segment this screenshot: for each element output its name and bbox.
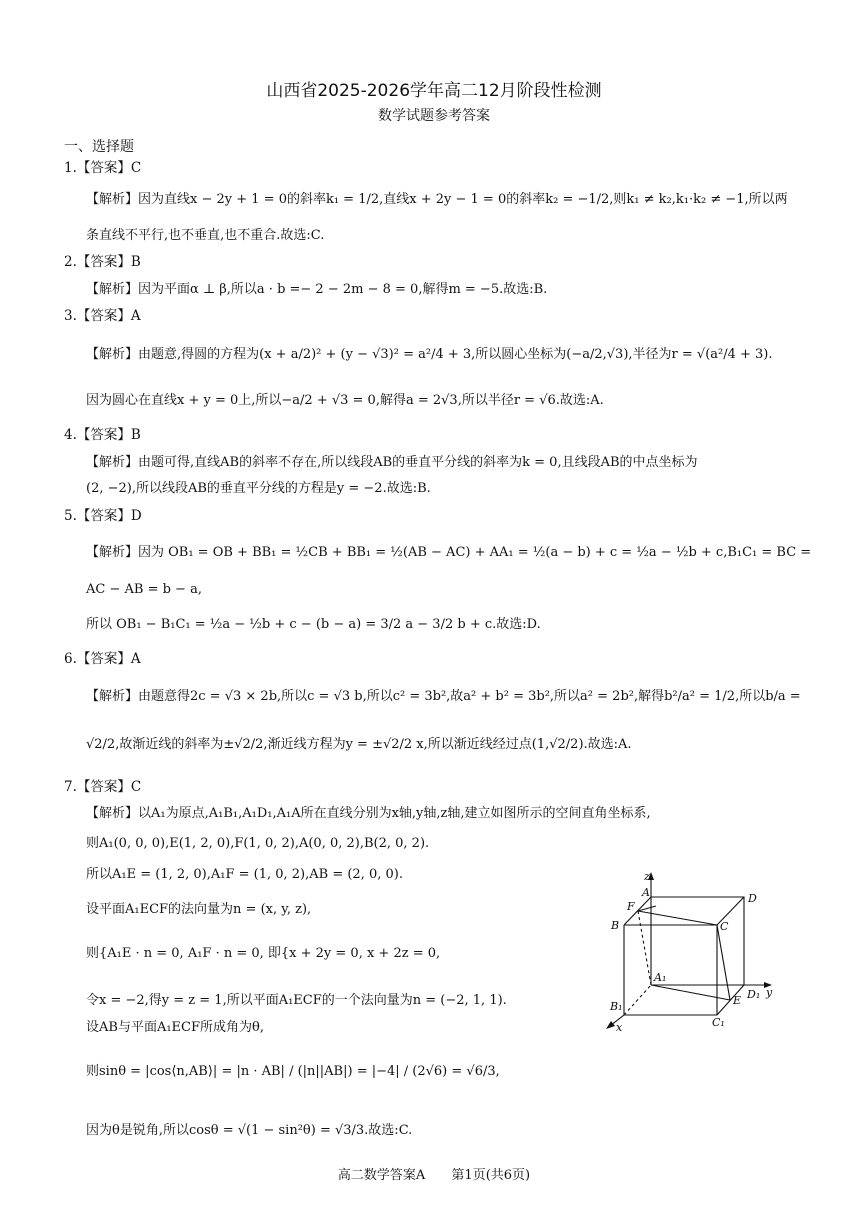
plane-ce	[717, 925, 730, 1000]
analysis-line: 【解析】因为平面α ⊥ β,所以a · b =− 2 − 2m − 8 = 0,解得m = −5.故选:B.	[86, 282, 548, 297]
analysis-line: 则{A₁E · n = 0, A₁F · n = 0, 即{x + 2y = 0, x + 2z = 0,	[86, 946, 441, 961]
answer-line: 4.【答案】B	[64, 427, 141, 443]
label-y: y	[766, 986, 773, 999]
analysis-line: 设平面A₁ECF的法向量为n = (x, y, z),	[86, 902, 312, 917]
footer-left: 高二数学答案A	[337, 1168, 426, 1183]
analysis-line: 所以A₁E = (1, 2, 0),A₁F = (1, 0, 2),AB = (2, 0, 0).	[86, 867, 403, 882]
x-arrow	[606, 1021, 615, 1029]
analysis-line: (2, −2),所以线段AB的垂直平分线的方程是y = −2.故选:B.	[86, 481, 431, 496]
page-subtitle: 数学试题参考答案	[378, 108, 490, 124]
footer-right: 第1页(共6页)	[451, 1168, 531, 1183]
analysis-line: AC − AB = b − a,	[86, 582, 202, 597]
answer-line: 1.【答案】C	[64, 160, 142, 176]
label-f: F	[627, 900, 635, 913]
analysis-line: 【解析】由题可得,直线AB的斜率不存在,所以线段AB的垂直平分线的斜率为k = 0,且线段AB的中点坐标为	[86, 455, 698, 470]
plane-fa	[638, 906, 656, 911]
label-d1: D₁	[747, 988, 761, 1001]
label-b: B	[611, 919, 620, 932]
label-e: E	[733, 994, 742, 1007]
answer-line: 5.【答案】D	[64, 508, 142, 524]
analysis-line: 【解析】由题意得2c = √3 × 2b,所以c = √3 b,所以c² = 3b²,故a² + b² = 3b²,所以a² = 2b²,解得b²/a² = 1/2,所以b/a =	[86, 689, 801, 704]
analysis-line: 则sinθ = |cos⟨n,AB⟩| = |n · AB| / (|n||AB|) = |−4| / (2√6) = √6/3,	[86, 1064, 500, 1079]
analysis-line: 条直线不平行,也不垂直,也不重合.故选:C.	[86, 228, 325, 243]
analysis-line: 设AB与平面A₁ECF所成角为θ,	[86, 1020, 264, 1035]
plane-fc	[638, 911, 717, 925]
answer-line: 6.【答案】A	[64, 651, 141, 667]
analysis-line: √2/2,故渐近线的斜率为±√2/2,渐近线方程为y = ±√2/2 x,所以渐近线经过点(1,√2/2).故选:A.	[86, 737, 632, 752]
analysis-line: 【解析】由题意,得圆的方程为(x + a/2)² + (y − √3)² = a²/4 + 3,所以圆心坐标为(−a/2,√3),半径为r = √(a²/4 + 3).	[86, 347, 773, 362]
analysis-line: 【解析】以A₁为原点,A₁B₁,A₁D₁,A₁A所在直线分别为x轴,y轴,z轴,建立如图所示的空间直角坐标系,	[86, 806, 651, 821]
cube-hidden-b1a1	[624, 985, 651, 1015]
answer-line: 2.【答案】B	[64, 254, 141, 270]
analysis-line: 【解析】因为直线x − 2y + 1 = 0的斜率k₁ = 1/2,直线x + 2y − 1 = 0的斜率k₂ = −1/2,则k₁ ≠ k₂,k₁·k₂ ≠ −1,所以两	[86, 192, 788, 207]
cube-figure	[596, 870, 786, 1035]
analysis-line: 所以 OB₁ − B₁C₁ = ½a − ½b + c − (b − a) = 3/2 a − 3/2 b + c.故选:D.	[86, 617, 541, 632]
answer-line: 7.【答案】C	[64, 779, 142, 795]
page-footer	[0, 1164, 868, 1183]
page-title: 山西省2025-2026学年高二12月阶段性检测	[266, 81, 602, 101]
label-c1: C₁	[712, 1016, 725, 1029]
analysis-line: 【解析】因为 OB₁ = OB + BB₁ = ½CB + BB₁ = ½(AB − AC) + AA₁ = ½(a − b) + c = ½a − ½b + c,B₁C₁ = BC =	[86, 545, 812, 560]
label-a: A	[642, 886, 650, 899]
plane-a1e	[651, 985, 730, 1000]
label-c: C	[720, 920, 729, 933]
label-a1: A₁	[654, 971, 667, 984]
label-x: x	[616, 1021, 623, 1034]
analysis-line: 因为θ是锐角,所以cosθ = √(1 − sin²θ) = √3/3.故选:C.	[86, 1123, 413, 1138]
label-b1: B₁	[610, 1000, 623, 1013]
plane-a1f	[638, 911, 651, 985]
analysis-line: 因为圆心在直线x + y = 0上,所以−a/2 + √3 = 0,解得a = 2√3,所以半径r = √6.故选:A.	[86, 393, 604, 408]
section-heading: 一、选择题	[64, 139, 134, 155]
answer-line: 3.【答案】A	[64, 308, 141, 324]
analysis-line: 令x = −2,得y = z = 1,所以平面A₁ECF的一个法向量为n = (−2, 1, 1).	[86, 993, 507, 1008]
analysis-line: 则A₁(0, 0, 0),E(1, 2, 0),F(1, 0, 2),A(0, 0, 2),B(2, 0, 2).	[86, 836, 430, 851]
label-z: z	[644, 870, 650, 883]
label-d: D	[748, 892, 757, 905]
